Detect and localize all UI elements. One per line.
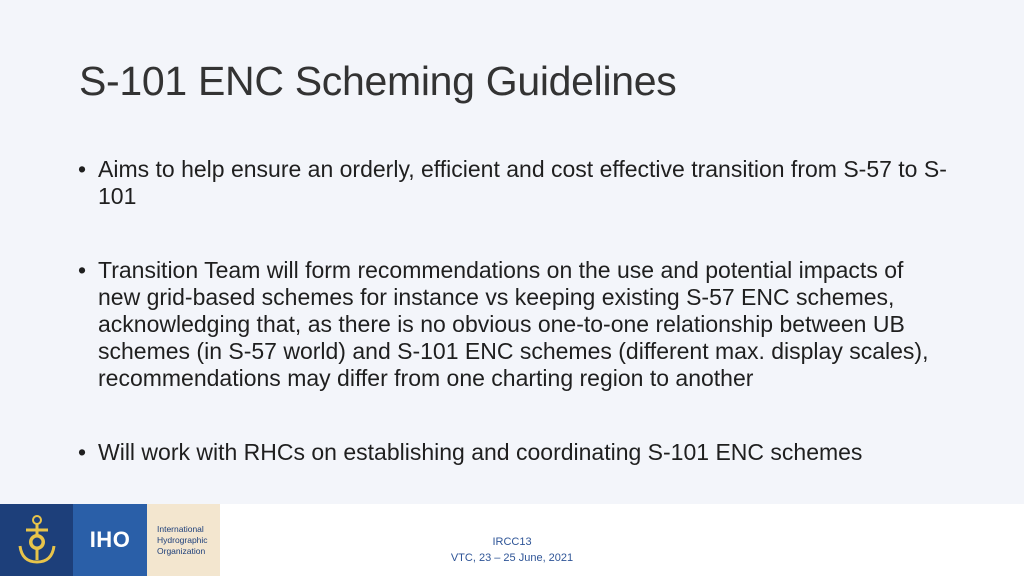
anchor-icon (14, 512, 60, 568)
bullet-list (78, 156, 948, 466)
iho-anchor-logo (0, 504, 73, 576)
bullet-text: Transition Team will form recommendations on the use and potential impacts of new grid-based schemes for instance vs keeping existing S-57 ENC schemes, acknowledging that, as there is no obvious one-to-one relationship between UB schemes (in S-57 world) and S-101 ENC schemes (different max. display scales), recommendations may differ from one charting region to another (98, 257, 929, 391)
org-line-1: International (157, 523, 204, 534)
bullet-item (78, 156, 948, 210)
bullet-text: Aims to help ensure an orderly, efficient and cost effective transition from S-57 to S-101 (98, 156, 947, 209)
organization-logo-text (147, 504, 220, 576)
footer-event-info (412, 534, 612, 566)
bullet-dot: • (78, 156, 87, 182)
org-line-2: Hydrographic (157, 534, 208, 545)
bullet-dot: • (78, 257, 87, 283)
iho-logo (73, 504, 147, 576)
event-name: IRCC13 (492, 536, 532, 548)
slide-title: S-101 ENC Scheming Guidelines (79, 58, 677, 104)
bullet-item (78, 439, 948, 466)
org-line-3: Organization (157, 545, 206, 556)
bullet-dot: • (78, 439, 87, 465)
iho-logo-text: IHO (89, 527, 131, 552)
footer (0, 504, 1024, 576)
bullet-text: Will work with RHCs on establishing and coordinating S-101 ENC schemes (98, 439, 863, 465)
event-date: VTC, 23 – 25 June, 2021 (450, 552, 574, 564)
bullet-item (78, 257, 948, 392)
